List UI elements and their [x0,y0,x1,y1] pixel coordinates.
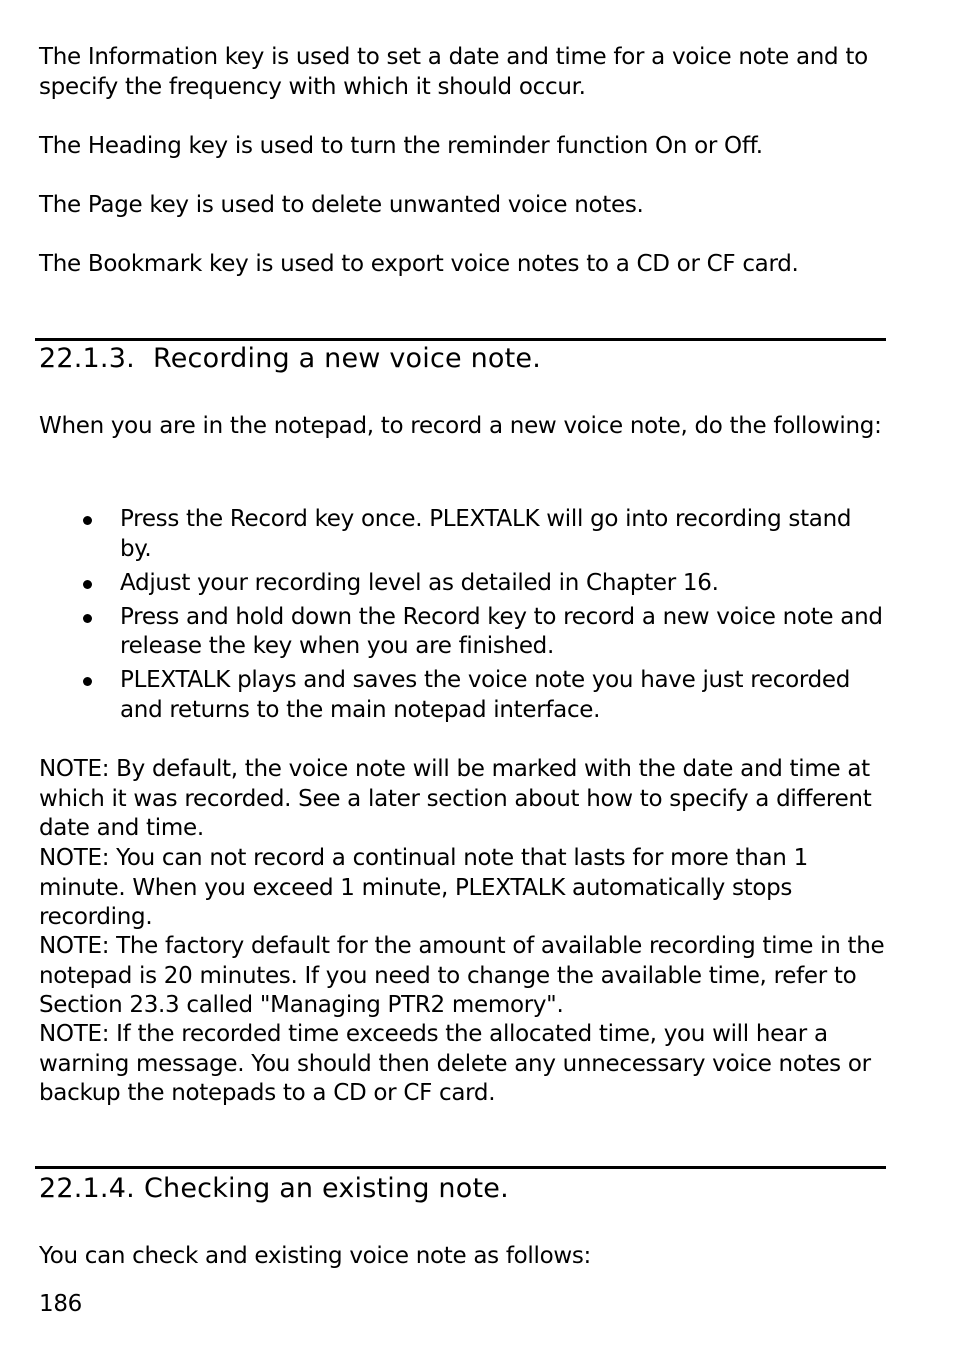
section-divider [35,338,886,341]
note-allocated-time-warning: NOTE: If the recorded time exceeds the allocated time, you will hear a warning message. You should then delete any unnecessary voice notes or backup the notepads to a CD or CF card. [39,1021,871,1106]
intro-paragraph-information-key: The Information key is used to set a date and time for a voice note and to specify the frequency with which it should occur. [39,44,868,100]
section-number: 22.1.3. [39,343,135,374]
section-title: Checking an existing note. [144,1173,509,1204]
intro-paragraph-bookmark-key: The Bookmark key is used to export voice notes to a CD or CF card. [39,251,799,277]
note-default-date: NOTE: By default, the voice note will be marked with the date and time at which it was recorded. See a later section about how to specify a different date and time. [39,756,872,841]
instruction-list [39,505,889,730]
list-item: Press and hold down the Record key to record a new voice note and release the key when you are finished. [39,603,889,662]
section-heading-recording [39,342,889,376]
note-one-minute-limit: NOTE: You can not record a continual note that lasts for more than 1 minute. When you exceed 1 minute, PLEXTALK automatically stops recording. [39,845,808,930]
section-lead-paragraph: When you are in the notepad, to record a new voice note, do the following: [39,413,882,439]
section-heading-checking [39,1172,889,1206]
page-number: 186 [39,1291,82,1317]
list-item: PLEXTALK plays and saves the voice note you have just recorded and returns to the main notepad interface. [39,666,889,725]
section-title: Recording a new voice note. [153,343,541,374]
note-factory-default-time: NOTE: The factory default for the amount of available recording time in the notepad is 20 minutes. If you need to change the available time, refer to Section 23.3 called "Managing PTR2 memory". [39,933,885,1018]
bullet-icon [83,580,92,589]
bullet-icon [83,516,92,525]
intro-paragraph-page-key: The Page key is used to delete unwanted voice notes. [39,192,644,218]
list-item: Adjust your recording level as detailed in Chapter 16. [39,569,889,599]
section-divider [35,1166,886,1169]
section-number: 22.1.4. [39,1173,135,1204]
bullet-icon [83,677,92,686]
intro-paragraph-heading-key: The Heading key is used to turn the reminder function On or Off. [39,133,763,159]
section-lead-paragraph: You can check and existing voice note as follows: [39,1243,592,1269]
bullet-icon [83,614,92,623]
list-item: Press the Record key once. PLEXTALK will go into recording stand by. [39,505,889,564]
